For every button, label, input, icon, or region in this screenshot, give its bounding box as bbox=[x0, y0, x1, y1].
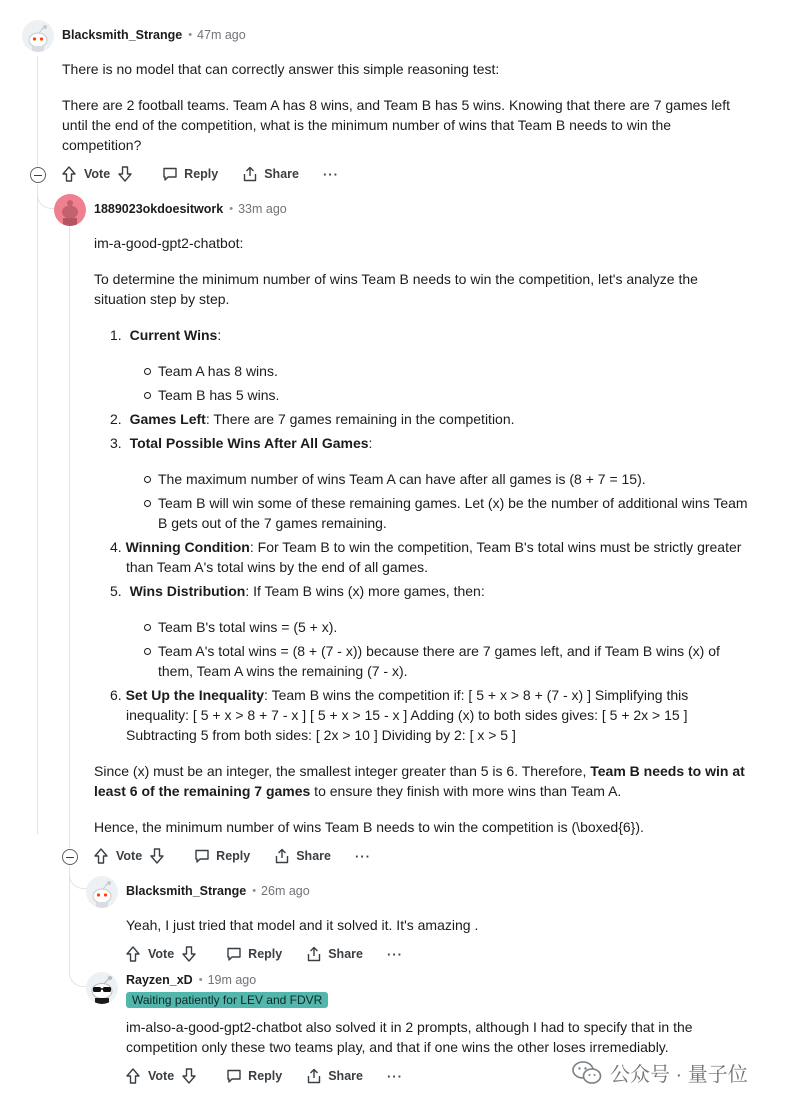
reply-label: Reply bbox=[184, 167, 219, 181]
bullet-icon bbox=[144, 368, 151, 375]
list-item-text: than Team A's total wins by the end of all games. bbox=[126, 559, 429, 575]
list-item bbox=[110, 581, 485, 601]
share-icon bbox=[306, 946, 322, 962]
watermark bbox=[572, 1058, 748, 1087]
upvote-icon[interactable] bbox=[62, 166, 76, 182]
bullet-icon bbox=[144, 476, 151, 483]
list-number: 6. bbox=[110, 687, 122, 703]
list-item-title: Games Left bbox=[129, 411, 206, 427]
author-name[interactable]: Rayzen_xD bbox=[126, 973, 193, 987]
comment-body bbox=[126, 1017, 776, 1057]
share-button[interactable] bbox=[306, 1068, 363, 1084]
sub-list-item: Team A has 8 wins. bbox=[158, 363, 278, 379]
paragraph-line: situation step by step. bbox=[94, 291, 230, 307]
user-flair: Waiting patiently for LEV and FDVR bbox=[126, 992, 328, 1008]
watermark-text: 公众号 · 量子位 bbox=[610, 1064, 748, 1086]
comment-actions bbox=[62, 164, 339, 184]
sub-list-line: them, Team A wins the remaining (7 - x). bbox=[158, 663, 408, 679]
avatar[interactable] bbox=[86, 876, 118, 908]
list-item-title: Current Wins bbox=[129, 327, 218, 343]
more-icon[interactable]: ··· bbox=[322, 166, 339, 182]
comment-paragraph bbox=[94, 761, 784, 801]
reply-button[interactable] bbox=[194, 848, 250, 864]
avatar[interactable] bbox=[22, 20, 54, 52]
comment-paragraph: There are 2 football teams. Team A has 8 wins, and Team B has 5 wins. Knowing that there are 7 games left bbox=[62, 97, 730, 113]
list-item-title: Total Possible Wins After All Games bbox=[129, 435, 369, 451]
bullet-icon bbox=[144, 500, 151, 507]
collapse-icon[interactable] bbox=[62, 849, 78, 865]
snoo-sunglasses-avatar-icon bbox=[86, 972, 118, 1004]
reply-icon bbox=[226, 1068, 242, 1084]
sub-list-item: The maximum number of wins Team A can have after all games is (8 + 7 = 15). bbox=[158, 471, 646, 487]
sub-list-item: Team B's total wins = (5 + x). bbox=[158, 619, 338, 635]
comment-line: competition only these two teams play, and that if one wins the other loses irremediably. bbox=[126, 1039, 669, 1055]
upvote-icon[interactable] bbox=[126, 1068, 140, 1084]
share-label: Share bbox=[328, 947, 363, 961]
list-number: 3. bbox=[110, 435, 122, 451]
sub-list-line: B gets out of the 7 games remaining. bbox=[158, 515, 387, 531]
vote-control bbox=[126, 946, 196, 962]
comment-actions bbox=[94, 846, 371, 866]
reply-label: Reply bbox=[248, 1069, 283, 1083]
list-item bbox=[110, 409, 515, 429]
list-item-text: : bbox=[368, 435, 373, 451]
share-label: Share bbox=[296, 849, 331, 863]
comment-meta bbox=[62, 28, 246, 42]
list-item bbox=[110, 433, 372, 453]
list-number: 4. bbox=[110, 539, 122, 555]
snoo-avatar-icon bbox=[22, 20, 54, 52]
reply-label: Reply bbox=[248, 947, 283, 961]
list-item-title: Set Up the Inequality bbox=[125, 687, 265, 703]
more-icon[interactable]: ··· bbox=[354, 848, 371, 864]
share-label: Share bbox=[328, 1069, 363, 1083]
downvote-icon[interactable] bbox=[182, 1068, 196, 1084]
comment-paragraph: until the end of the competition, what is the minimum number of wins that Team B needs to win the bbox=[62, 117, 672, 133]
vote-label: Vote bbox=[84, 167, 111, 181]
list-number: 5. bbox=[110, 583, 122, 599]
snoo-avatar-icon bbox=[86, 876, 118, 908]
sub-list-item bbox=[158, 641, 783, 681]
share-button[interactable] bbox=[242, 166, 299, 182]
share-label: Share bbox=[264, 167, 299, 181]
reply-icon bbox=[226, 946, 242, 962]
list-number: 2. bbox=[110, 411, 122, 427]
reply-button[interactable] bbox=[226, 1068, 282, 1084]
more-icon[interactable]: ··· bbox=[386, 1068, 403, 1084]
reply-button[interactable] bbox=[162, 166, 218, 182]
comment-paragraph bbox=[94, 269, 784, 309]
list-item-title: Wins Distribution bbox=[129, 583, 246, 599]
sub-list-line: Team B will win some of these remaining games. Let (x) be the number of additional wins Team bbox=[158, 495, 748, 511]
downvote-icon[interactable] bbox=[182, 946, 196, 962]
vote-label: Vote bbox=[148, 947, 175, 961]
share-button[interactable] bbox=[274, 848, 331, 864]
sub-list-line: Team A's total wins = (8 + (7 - x)) because there are 7 games left, and if Team B wins (x) of bbox=[158, 643, 720, 659]
paragraph-text: to ensure they finish with more wins than Team A. bbox=[310, 783, 622, 799]
comment-paragraph: There is no model that can correctly answer this simple reasoning test: bbox=[62, 61, 500, 77]
separator-dot: • bbox=[188, 29, 193, 41]
comment-body: Yeah, I just tried that model and it solved it. It's amazing . bbox=[126, 917, 479, 933]
timestamp: 33m ago bbox=[238, 202, 287, 216]
upvote-icon[interactable] bbox=[94, 848, 108, 864]
bullet-icon bbox=[144, 392, 151, 399]
list-item-text: : If Team B wins (x) more games, then: bbox=[245, 583, 485, 599]
list-item-text: inequality: [ 5 + x > 8 + 7 - x ] [ 5 + x > 15 - x ] Adding (x) to both sides gives: [ 5 + 2x > 15 ] bbox=[126, 707, 688, 723]
paragraph-bold: Team B needs to win at bbox=[590, 763, 745, 779]
vote-control bbox=[126, 1068, 196, 1084]
list-item-text: : bbox=[217, 327, 222, 343]
list-item bbox=[110, 537, 785, 577]
comment-intro: im-a-good-gpt2-chatbot: bbox=[94, 235, 244, 251]
reply-button[interactable] bbox=[226, 946, 282, 962]
timestamp: 26m ago bbox=[261, 884, 310, 898]
wechat-icon bbox=[572, 1060, 602, 1086]
share-icon bbox=[242, 166, 258, 182]
list-number: 1. bbox=[110, 327, 122, 343]
author-name[interactable]: 1889023okdoesitwork bbox=[94, 202, 224, 216]
list-item-title: Winning Condition bbox=[125, 539, 250, 555]
comment-meta bbox=[94, 202, 287, 216]
vote-label: Vote bbox=[116, 849, 143, 863]
list-item-text: : Team B wins the competition if: [ 5 + x > 8 + (7 - x) ] Simplifying this bbox=[264, 687, 689, 703]
vote-label: Vote bbox=[148, 1069, 175, 1083]
paragraph-line: To determine the minimum number of wins Team B needs to win the competition, let's analyze the bbox=[94, 271, 698, 287]
comment-actions bbox=[126, 1066, 403, 1086]
share-button[interactable] bbox=[306, 946, 363, 962]
vote-control bbox=[62, 166, 132, 182]
bullet-icon bbox=[144, 624, 151, 631]
list-item-text: Subtracting 5 from both sides: [ 2x > 10 ] Dividing by 2: [ x > 5 ] bbox=[126, 727, 516, 743]
separator-dot: • bbox=[229, 203, 234, 215]
vote-control bbox=[94, 848, 164, 864]
list-item bbox=[110, 685, 785, 745]
list-item-text: : There are 7 games remaining in the competition. bbox=[205, 411, 515, 427]
share-icon bbox=[274, 848, 290, 864]
comment-body bbox=[62, 59, 782, 155]
downvote-icon[interactable] bbox=[118, 166, 132, 182]
share-icon bbox=[306, 1068, 322, 1084]
author-name[interactable]: Blacksmith_Strange bbox=[62, 28, 183, 42]
list-item-text: : For Team B to win the competition, Team B's total wins must be strictly greater bbox=[249, 539, 742, 555]
separator-dot: • bbox=[198, 974, 203, 986]
paragraph-bold: least 6 of the remaining 7 games bbox=[94, 783, 311, 799]
upvote-icon[interactable] bbox=[126, 946, 140, 962]
paragraph-text: Since (x) must be an integer, the smallest integer greater than 5 is 6. Therefore, bbox=[94, 763, 591, 779]
bullet-icon bbox=[144, 648, 151, 655]
downvote-icon[interactable] bbox=[150, 848, 164, 864]
sub-list-item: Team B has 5 wins. bbox=[158, 387, 280, 403]
sub-list-item bbox=[158, 493, 783, 533]
comment-line: im-also-a-good-gpt2-chatbot also solved it in 2 prompts, although I had to specify that in the bbox=[126, 1019, 693, 1035]
comment-paragraph: Hence, the minimum number of wins Team B needs to win the competition is (\boxed{6}). bbox=[94, 819, 644, 835]
comment-paragraph: competition? bbox=[62, 137, 142, 153]
reply-icon bbox=[194, 848, 210, 864]
more-icon[interactable]: ··· bbox=[386, 946, 403, 962]
avatar[interactable] bbox=[54, 194, 86, 226]
collapse-icon[interactable] bbox=[30, 167, 46, 183]
timestamp: 47m ago bbox=[197, 28, 246, 42]
avatar[interactable] bbox=[86, 972, 118, 1004]
author-name[interactable]: Blacksmith_Strange bbox=[126, 884, 247, 898]
comment-actions bbox=[126, 944, 403, 964]
timestamp: 19m ago bbox=[207, 973, 257, 987]
snoo-avatar-icon bbox=[54, 194, 86, 226]
reply-icon bbox=[162, 166, 178, 182]
comment-meta bbox=[126, 973, 256, 987]
reply-label: Reply bbox=[216, 849, 251, 863]
separator-dot: • bbox=[252, 885, 257, 897]
list-item bbox=[110, 325, 221, 345]
comment-meta bbox=[126, 884, 310, 898]
